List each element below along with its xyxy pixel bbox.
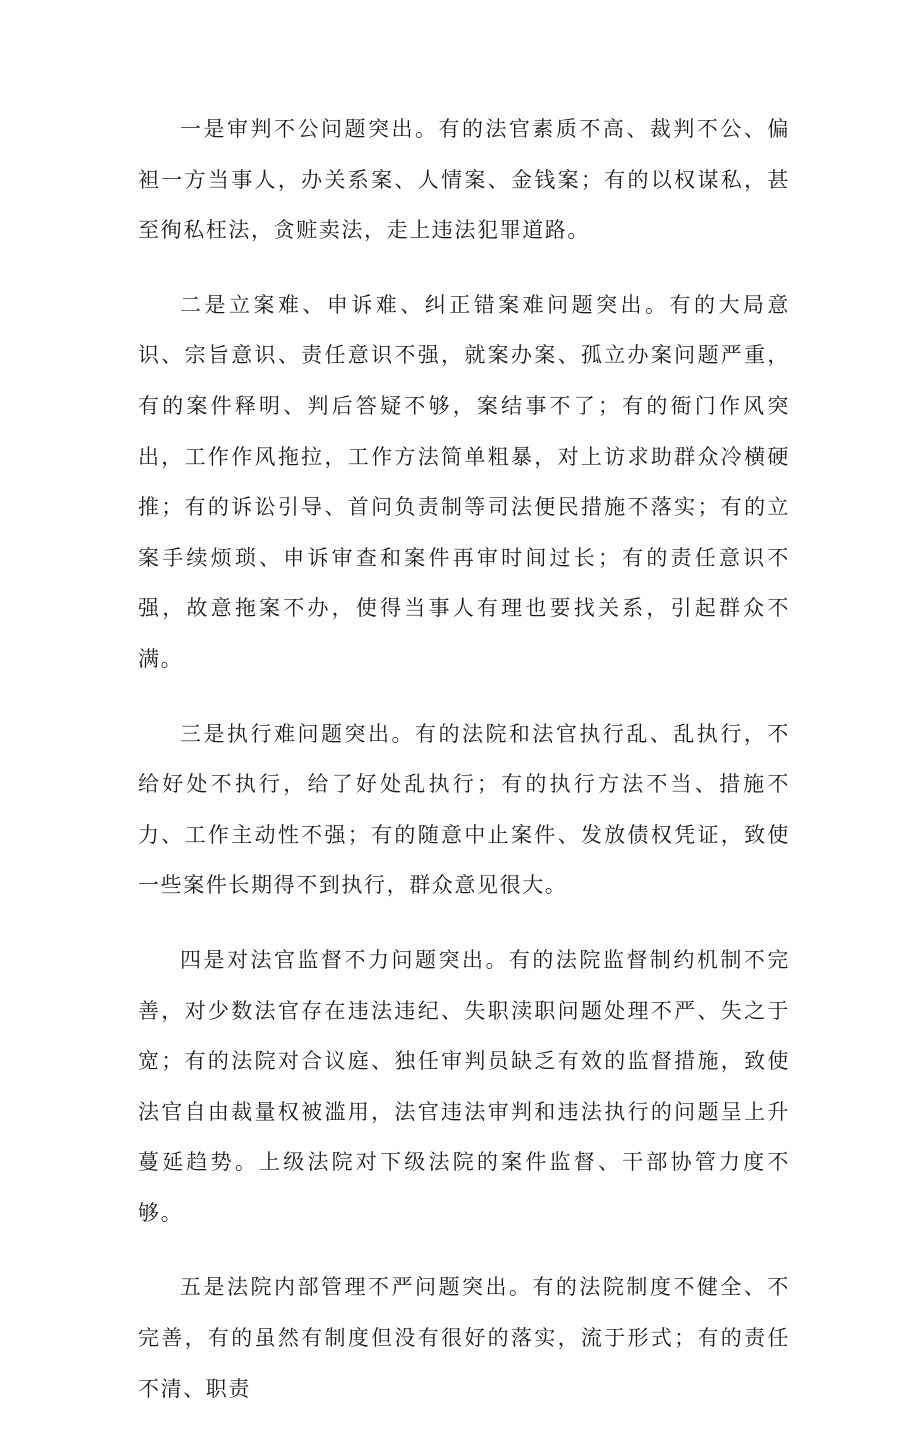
paragraph-enforcement-difficulty: 三是执行难问题突出。有的法院和法官执行乱、乱执行，不给好处不执行，给了好处乱执行；有的执行方法不当、措施不力、工作主动性不强；有的随意中止案件、发放债权凭证，致使一些案件长期得不到执行，群众意见很大。 — [138, 721, 790, 898]
paragraph-internal-management: 五是法院内部管理不严问题突出。有的法院制度不健全、不完善，有的虽然有制度但没有很好的落实，流于形式；有的责任不清、职责 — [138, 1275, 790, 1401]
paragraph-trial-unfairness: 一是审判不公问题突出。有的法官素质不高、裁判不公、偏袒一方当事人，办关系案、人情案、金钱案；有的以权谋私，甚至徇私枉法，贪赃卖法，走上违法犯罪道路。 — [138, 117, 790, 243]
paragraph-filing-difficulty: 二是立案难、申诉难、纠正错案难问题突出。有的大局意识、宗旨意识、责任意识不强，就案办案、孤立办案问题严重，有的案件释明、判后答疑不够，案结事不了；有的衙门作风突出，工作作风拖拉，工作方法简单粗暴，对上访求助群众冷横硬推；有的诉讼引导、首问负责制等司法便民措施不落实；有的立案手续烦琐、申诉审查和案件再审时间过长；有的责任意识不强，故意拖案不办，使得当事人有理也要找关系，引起群众不满。 — [138, 292, 790, 671]
paragraph-weak-supervision: 四是对法官监督不力问题突出。有的法院监督制约机制不完善，对少数法官存在违法违纪、失职渎职问题处理不严、失之于宽；有的法院对合议庭、独任审判员缺乏有效的监督措施，致使法官自由裁量权被滥用，法官违法审判和违法执行的问题呈上升蔓延趋势。上级法院对下级法院的案件监督、干部协管力度不够。 — [138, 947, 790, 1225]
document-body — [138, 104, 790, 1438]
